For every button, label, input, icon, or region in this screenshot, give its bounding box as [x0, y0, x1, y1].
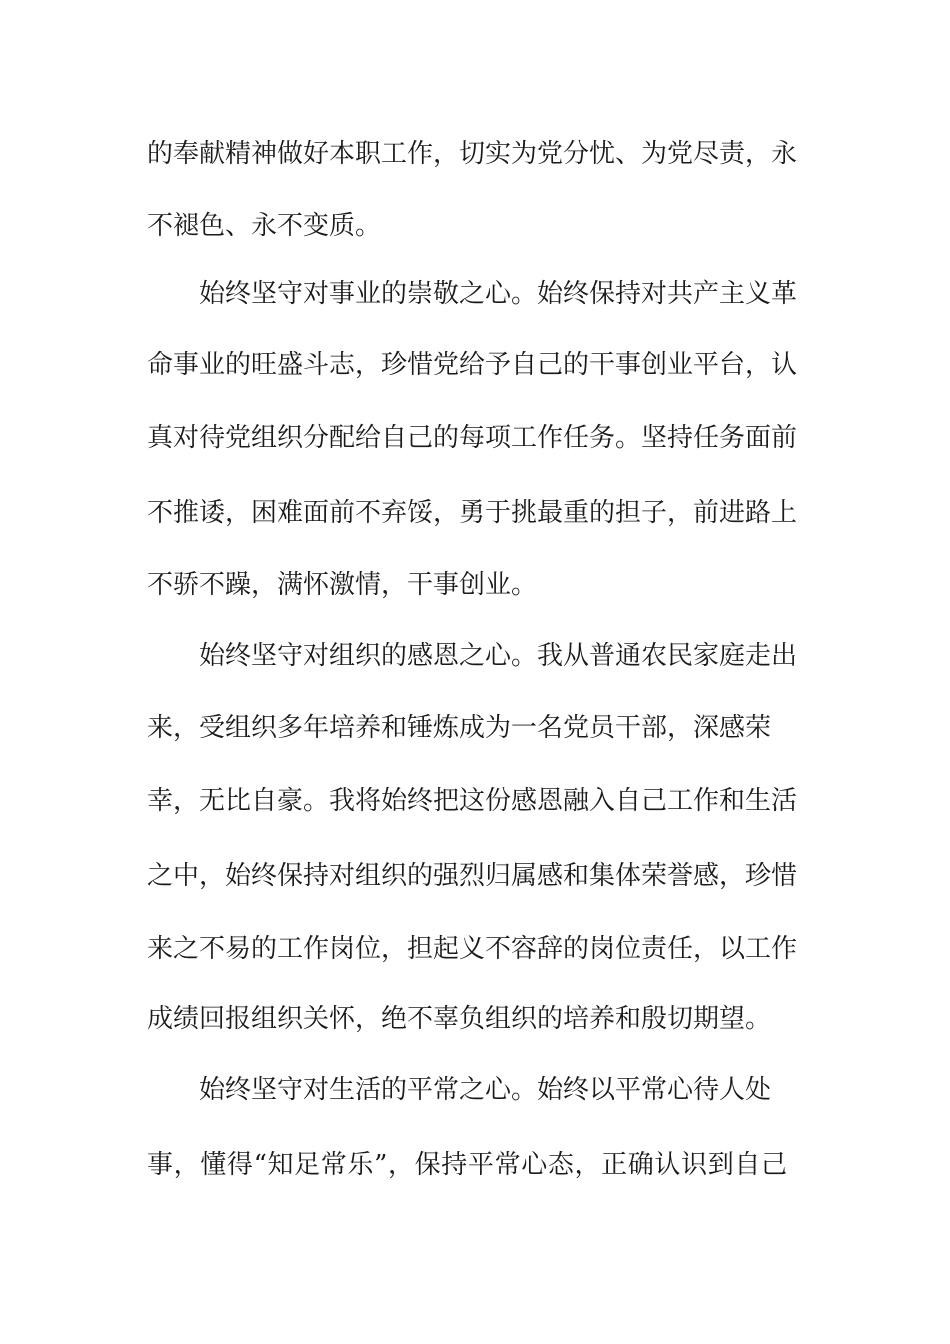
text-line: 命事业的旺盛斗志，珍惜党给予自己的干事创业平台，认 — [147, 350, 798, 380]
text-line: 幸，无比自豪。我将始终把这份感恩融入自己工作和生活 — [147, 786, 798, 816]
text-line: 不骄不躁，满怀激情，干事创业。 — [147, 570, 538, 600]
text-line: 的奉献精神做好本职工作，切实为党分忧、为党尽责，永 — [147, 139, 798, 169]
text-line: 来，受组织多年培养和锤炼成为一名党员干部，深感荣 — [147, 713, 772, 743]
text-line: 真对待党组织分配给自己的每项工作任务。坚持任务面前 — [147, 423, 798, 453]
paragraph-first-line: 始终坚守对组织的感恩之心。我从普通农民家庭走出 — [199, 641, 798, 671]
text-line: 成绩回报组织关怀，绝不辜负组织的培养和殷切期望。 — [147, 1004, 772, 1034]
text-line: 来之不易的工作岗位，担起义不容辞的岗位责任，以工作 — [147, 934, 798, 964]
text-line: 事，懂得“知足常乐”，保持平常心态，正确认识到自己 — [147, 1150, 787, 1180]
paragraph-first-line: 始终坚守对生活的平常之心。始终以平常心待人处 — [199, 1075, 772, 1105]
text-line: 之中，始终保持对组织的强烈归属感和集体荣誉感，珍惜 — [147, 861, 798, 891]
text-line: 不推诿，困难面前不弃馁，勇于挑最重的担子，前进路上 — [147, 498, 798, 528]
paragraph-first-line: 始终坚守对事业的崇敬之心。始终保持对共产主义革 — [199, 279, 798, 309]
text-line: 不褪色、永不变质。 — [147, 211, 382, 241]
